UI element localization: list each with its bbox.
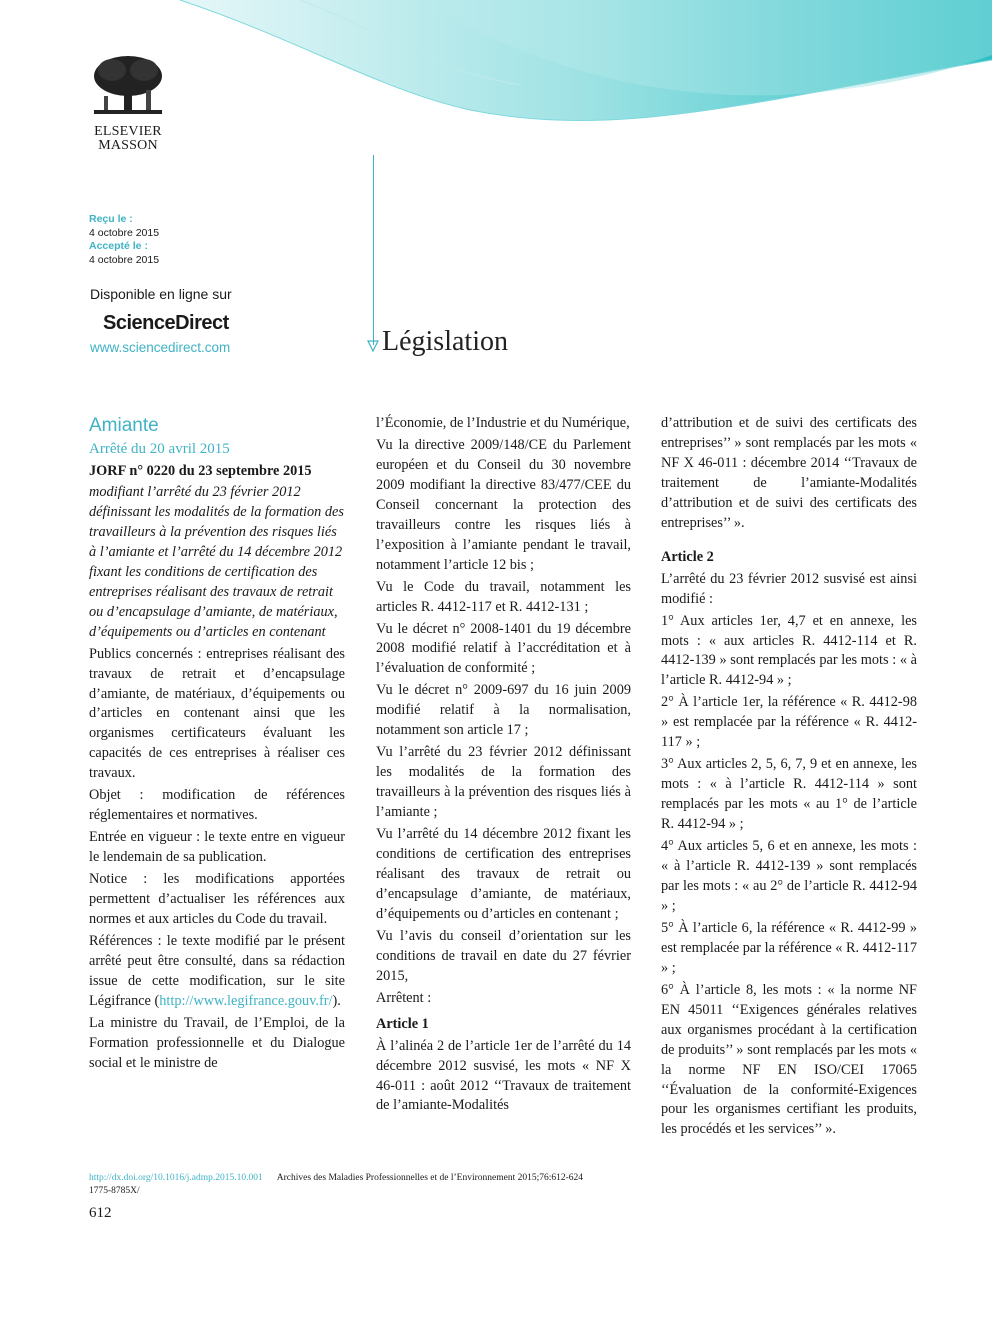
article-dates (89, 213, 159, 267)
accepted-date: 4 octobre 2015 (89, 253, 160, 266)
column-3 (661, 414, 917, 1142)
article-1-heading: Article 1 (376, 1015, 429, 1032)
paragraph: À l’alinéa 2 de l’article 1er de l’arrêté du 14 décembre 2012 susvisé, les mots « NF X 46-011 : août 2012 ‘‘Travaux de traitement de l’amiante-Modalités (376, 1037, 631, 1114)
available-online-text: Disponible en ligne sur (90, 286, 232, 302)
jorf-reference: JORF n° 0220 du 23 septembre 2015 (89, 463, 312, 479)
paragraph: L’arrêté du 23 février 2012 susvisé est ainsi modifié : (661, 570, 917, 607)
paragraph: 1° Aux articles 1er, 4,7 et en annexe, les mots : « aux articles R. 4412-114 et R. 4412-139 » sont remplacés par les mots : « à l’article R. 4412-94 » ; (661, 612, 917, 689)
paragraph: Vu l’arrêté du 14 décembre 2012 fixant les conditions de certification des entreprises réalisant des travaux de retrait ou d’encapsulage d’amiante, de matériaux, d’équipements ou d’articles en contenant ; (376, 826, 631, 922)
paragraph: Entrée en vigueur : le texte entre en vigueur le lendemain de sa publication. (89, 829, 345, 866)
paragraph: Vu le décret n° 2009-697 du 16 juin 2009 modifié relatif à la normalisation, notamment son article 17 ; (376, 682, 631, 739)
paragraph: Publics concernés : entreprises réalisant des travaux de retrait et d’encapsulage d’amiante, de matériaux, d’équipements ou d’articles en contenant ainsi que les organismes certificateurs évaluant les capacités de ces entreprises à réaliser ces travaux. (89, 645, 345, 782)
paragraph: Vu l’arrêté du 23 février 2012 définissant les modalités de la formation des travailleurs à la prévention des risques liés à l’amiante ; (376, 744, 631, 821)
paragraph: La ministre du Travail, de l’Emploi, de la Formation professionnelle et du Dialogue social et le ministre de (89, 1014, 345, 1071)
paragraph: 3° Aux articles 2, 5, 6, 7, 9 et en annexe, les mots : « à l’article R. 4412-114 » sont remplacés par les mots « au 1° de l’article R. 4412-94 » ; (661, 756, 917, 833)
paragraph: d’attribution et de suivi des certificats des entreprises’’ » sont remplacés par les mots « NF X 46-011 : décembre 2014 ‘‘Travaux de traitement de l’amiante-Modalités d’attribution et de suivi des certificats des entreprises’’ ». (661, 415, 917, 531)
received-date: 4 octobre 2015 (89, 226, 160, 239)
paragraph: Objet : modification de références réglementaires et normatives. (89, 787, 345, 824)
paragraph: Vu le décret n° 2008-1401 du 19 décembre 2008 modifié relatif à l’accréditation et à l’évaluation de conformité ; (376, 620, 631, 677)
page-footer (89, 1172, 583, 1198)
section-title: Législation (382, 326, 508, 357)
paragraph: Vu la directive 2009/148/CE du Parlement européen et du Conseil du 30 novembre 2009 modifiant la directive 83/477/CEE du Conseil concernant la protection des travailleurs contre les risques liés à l’exposition à l’amiante pendant le travail, notamment l’article 12 bis ; (376, 436, 631, 573)
sciencedirect-link[interactable]: www.sciencedirect.com (90, 340, 231, 355)
section-divider-line (373, 155, 374, 345)
article-title: Amiante (89, 415, 159, 436)
paragraph: 2° À l’article 1er, la référence « R. 4412-98 » est remplacée par la référence « R. 4412-117 » ; (661, 694, 917, 751)
paragraph: Arrêtent : (376, 989, 432, 1006)
publisher-name-line2: MASSON (98, 138, 158, 153)
elsevier-masson-logo (88, 52, 168, 153)
references-paragraph (89, 932, 345, 1012)
arrow-down-icon (367, 340, 379, 352)
paragraph: 5° À l’article 6, la référence « R. 4412-99 » est remplacée par la référence « R. 4412-117 » ; (661, 919, 917, 976)
article-subtitle: Arrêté du 20 avril 2015 (89, 441, 230, 457)
issn: 1775-8785X/ (89, 1186, 140, 1196)
paragraph: 6° À l’article 8, les mots : « la norme NF EN 45011 ‘‘Exigences générales relatives aux organismes procédant à la certification de produits’’ » sont remplacés par les mots « la norme NF EN ISO/CEI 17065 ‘‘Évaluation de la conformité-Exigences pour les organismes certifiant les produits, les procédés et les services’’ ». (661, 981, 917, 1138)
paragraph: Vu le Code du travail, notamment les articles R. 4412-117 et R. 4412-131 ; (376, 578, 631, 615)
publisher-name-line1: ELSEVIER (94, 124, 162, 139)
doi-link[interactable]: http://dx.doi.org/10.1016/j.admp.2015.10.001 (89, 1173, 263, 1183)
column-2 (376, 414, 631, 1118)
column-1 (89, 414, 345, 1076)
references-end: ). (332, 992, 341, 1009)
article-2-heading: Article 2 (661, 548, 714, 565)
paragraph: 4° Aux articles 5, 6 et en annexe, les mots : « à l’article R. 4412-139 » sont remplacés par les mots : « au 2° de l’article R. 4412-94 » ; (661, 838, 917, 914)
sciencedirect-logo: ScienceDirect (103, 312, 229, 334)
page-number: 612 (89, 1205, 112, 1221)
received-label: Reçu le : (89, 213, 133, 225)
accepted-label: Accepté le : (89, 240, 148, 252)
references-text: Références : le texte modifié par le présent arrêté peut être consulté, dans sa rédaction issue de cette modification, sur le site Légifrance ( (89, 932, 345, 1009)
paragraph: Vu l’avis du conseil d’orientation sur les conditions de travail en date du 27 février 2015, (376, 927, 631, 984)
journal-citation: Archives des Maladies Professionnelles et de l’Environnement 2015;76:612-624 (276, 1173, 584, 1183)
tree-icon (88, 52, 168, 120)
paragraph: l’Économie, de l’Industrie et du Numérique, (376, 415, 630, 431)
paragraph: Notice : les modifications apportées permettent d’actualiser les références aux normes et aux articles du Code du travail. (89, 871, 345, 928)
legifrance-link[interactable]: http://www.legifrance.gouv.fr/ (159, 992, 333, 1009)
article-abstract: modifiant l’arrêté du 23 février 2012 définissant les modalités de la formation des travailleurs à la prévention des risques liés à l’amiante et l’arrêté du 14 décembre 2012 fixant les conditions de certification des entreprises réalisant des travaux de retrait ou d’encapsulage d’amiante, de matériaux, d’équipements ou d’articles en contenant (89, 484, 344, 640)
